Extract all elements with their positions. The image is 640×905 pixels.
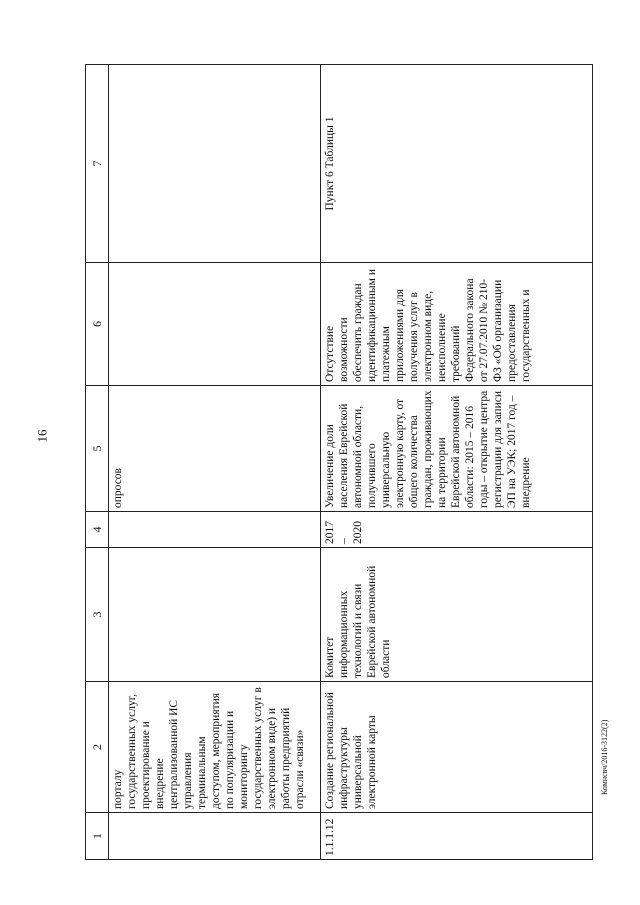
cell-consequence: Отсутствие возможности обеспечить граждан идентификационным и платежным приложениями для получения услуг в электронном виде, неисполнение требований Федерального закона от 27.07.2010 № 210-ФЗ «Об организации предоставления государственных и: [321, 263, 593, 386]
cell-executor: [109, 548, 321, 682]
table-header-row: [86, 65, 109, 860]
header-col-6: 6: [86, 263, 109, 386]
header-col-7: 7: [86, 65, 109, 263]
program-table: [85, 64, 593, 860]
header-col-4: 4: [86, 512, 109, 548]
cell-link: [109, 65, 321, 263]
rotated-table-container: [85, 65, 593, 860]
footer-code: Комнсвч/2016-3122(2): [600, 719, 609, 795]
cell-number: [109, 813, 321, 860]
table-row: [321, 65, 593, 860]
header-col-5: 5: [86, 386, 109, 512]
cell-executor: Комитет информационных технологий и связи Еврейской автономной области: [321, 548, 593, 682]
cell-activity: порталу государственных услуг, проектирование и внедрение централизованной ИС управления терминальным доступом, мероприятия по популяризации и мониторингу государственных услуг в электронном виде) и работы предприятий отрасли «связи»: [109, 682, 321, 813]
page-number: 16: [34, 429, 50, 443]
header-col-2: 2: [86, 682, 109, 813]
cell-period: [109, 512, 321, 548]
cell-activity: Создание региональной инфраструктуры универсальной электронной карты: [321, 682, 593, 813]
header-col-1: 1: [86, 813, 109, 860]
cell-period: 2017 – 2020: [321, 512, 593, 548]
cell-result: Увеличение доли населения Еврейской автономной области, получившего универсальную электронную карту, от общего количества граждан, проживающих на территории Еврейской автономной области: 2015 – 2016 годы – открытие центра регистрации для записи ЭП на УЭК; 2017 год – внедрение: [321, 386, 593, 512]
cell-link: Пункт 6 Таблицы 1: [321, 65, 593, 263]
cell-number: 1.1.1.12: [321, 813, 593, 860]
header-col-3: 3: [86, 548, 109, 682]
cell-consequence: [109, 263, 321, 386]
table-row: [109, 65, 321, 860]
cell-result: опросов: [109, 386, 321, 512]
